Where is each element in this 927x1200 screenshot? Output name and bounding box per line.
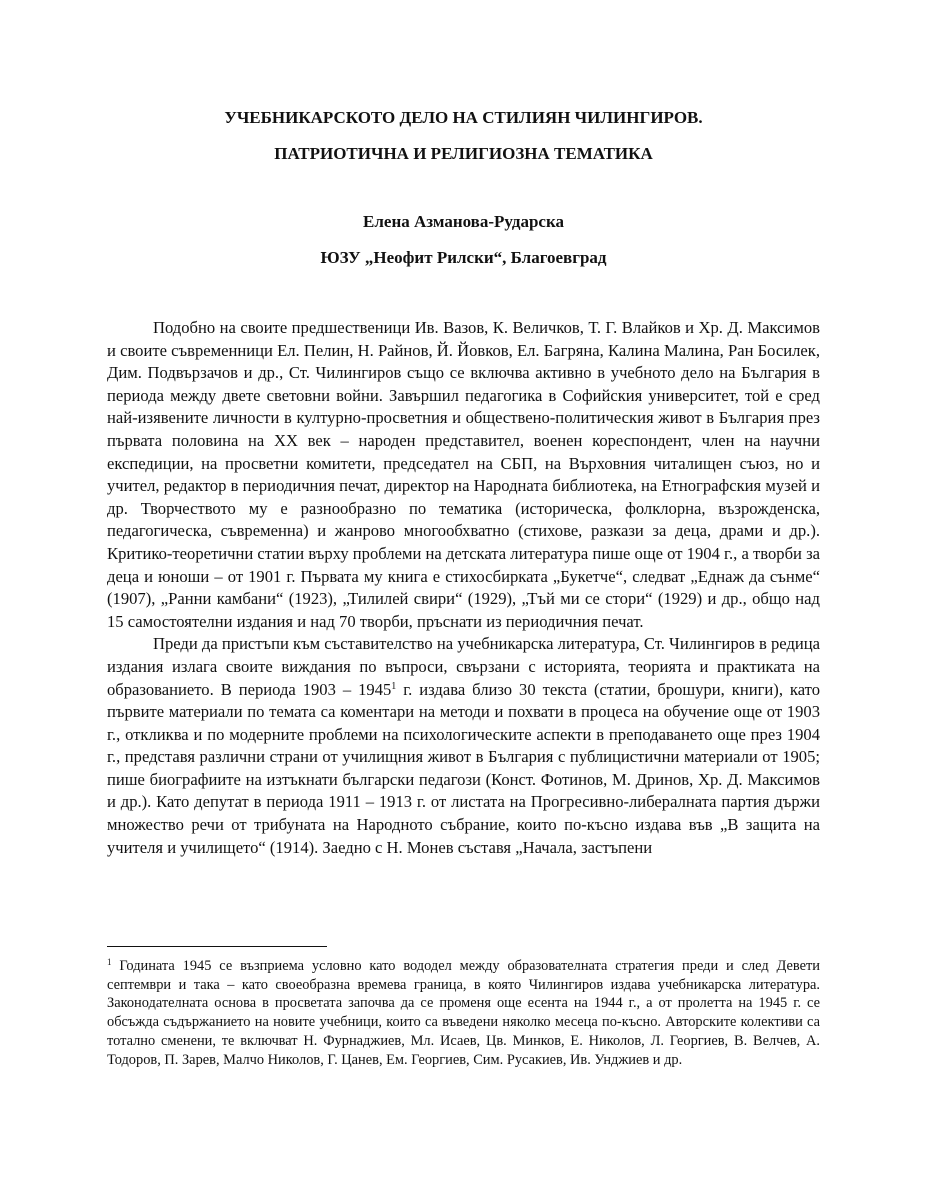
author-name: Елена Азманова-Рударска xyxy=(363,212,564,231)
footnote-text: Годината 1945 се възприема условно като вододел между образователната стратегия преди и след Девети септември и така – като своеобразна времева граница, в която Чилингиров издава учебникарска литература. Законодателната основа в просветата започва да се променя още есента на 1944 г., а от пролетта на 1945 г. се обсъжда съдържанието на новите учебници, които са въведени няколко месеца по-късно. Авторските колективи са тотално сменени, те включват Н. Фурнаджиев, Мл. Исаев, Цв. Минков, Е. Николов, Л. Георгиев, В. Велчев, А. Тодоров, П. Зарев, Малчо Николов, Г. Цанев, Ем. Георгиев, Сим. Русакиев, Ив. Унджиев и др. xyxy=(107,958,820,1068)
title-line-1: УЧЕБНИКАРСКОТО ДЕЛО НА СТИЛИЯН ЧИЛИНГИРОВ. xyxy=(224,108,703,127)
paragraph-1 xyxy=(107,317,820,633)
paragraph-2-text-before: Преди да пристъпи към съставителство на учебникарска литература, Ст. Чилингиров в редица издания излага своите виждания по въпроси, свързани с историята, теорията и практиката на образованието. В периода 1903 – 1945 xyxy=(107,634,821,699)
article-body xyxy=(107,317,820,859)
footnote-reference[interactable]: 1 xyxy=(391,680,397,692)
author-affiliation: ЮЗУ „Неофит Рилски“, Благоевград xyxy=(320,248,607,267)
paragraph-2-text-after: г. издава близо 30 текста (статии, брошури, книги), като първите материали по темата са коментари на методи и похвати в процеса на обучение още от 1903 г., откликва и по модерните проблеми на психологическите аспекти в преподаването още през 1904 г., представя различни страни от училищния живот в България с публицистични материали от 1905; пише биографиите на изтъкнати български педагози (Конст. Фотинов, М. Дринов, Хр. Д. Максимов и др.). Като депутат в периода 1911 – 1913 г. от листата на Прогресивно-либералната партия държи множество речи от трибуната на Народното събрание, които по-късно издава във „В защита на учителя и училището“ (1914). Заедно с Н. Монев съставя „Начала, застъпени xyxy=(107,679,820,857)
footnote xyxy=(107,957,820,1069)
footnote-separator xyxy=(107,946,327,947)
title-line-2: ПАТРИОТИЧНА И РЕЛИГИОЗНА ТЕМАТИКА xyxy=(274,144,653,163)
footnote-marker: 1 xyxy=(107,957,112,967)
paragraph-2 xyxy=(107,633,820,859)
paragraph-1-text: Подобно на своите предшественици Ив. Вазов, К. Величков, Т. Г. Влайков и Хр. Д. Максимов и своите съвременници Ел. Пелин, Н. Райнов, Й. Йовков, Ел. Багряна, Калина Малина, Ран Босилек, Дим. Подвързачов и др., Ст. Чилингиров също се включва активно в учебното дело на България в периода между двете световни войни. Завършил педагогика в Софийския университет, той е сред най-изявените личности в културно-просветния и обществено-политическия живот в България през първата половина на ХХ век – народен представител, военен кореспондент, член на научни експедиции, на просветни комитети, председател на СБП, на Върховния читалищен съюз, но и учител, редактор в периодичния печат, директор на Народната библиотека, на Етнографския музей и др. Творчеството му е разнообразно по тематика (историческа, фолклорна, възрожденска, педагогическа, съвременна) и жанрово многообхватно (стихове, разкази за деца, драми и др.). Критико-теоретични статии върху проблеми на детската литература пише още от 1904 г., а творби за деца и юноши – от 1901 г. Първата му книга е стихосбирката „Букетче“, следват „Еднаж да сънме“ (1907), „Ранни камбани“ (1923), „Тилилей свири“ (1929), „Тъй ми се стори“ (1929) и др., общо над 15 самостоятелни издания и над 70 творби, пръснати из периодичния печат. xyxy=(107,318,820,631)
